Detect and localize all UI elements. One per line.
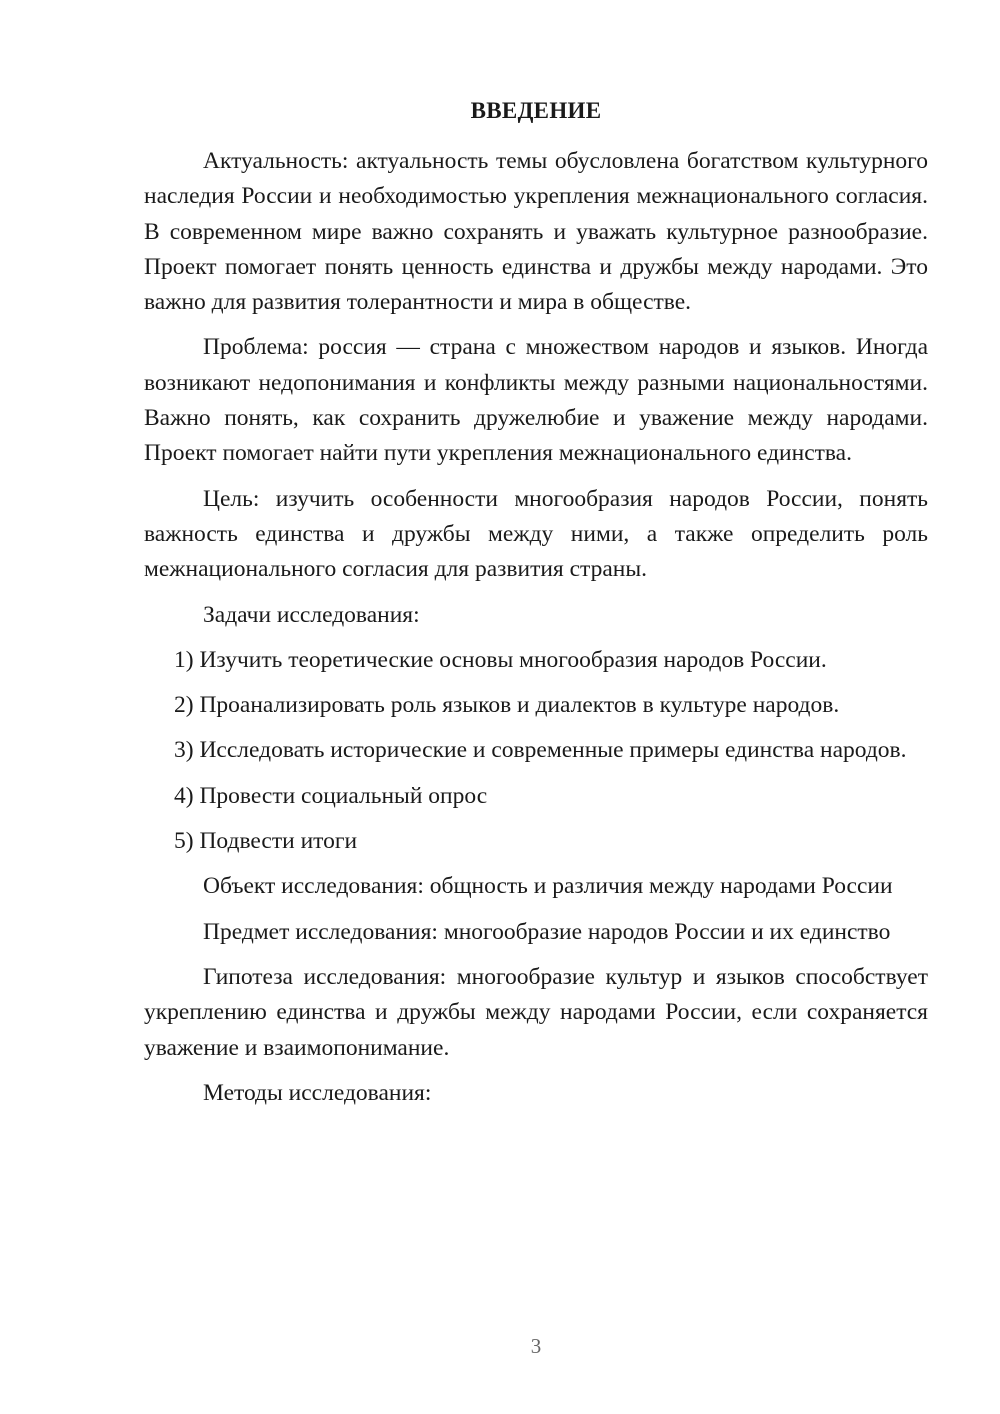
- problem-paragraph: Проблема: россия — страна с множеством народов и языков. Иногда возникают недопонимания и конфликты между разными национальностями. Важно понять, как сохранить дружелюбие и уважение между народами. Проект помогает найти пути укрепления межнационального единства.: [144, 334, 928, 467]
- object-paragraph: Объект исследования: общность и различия между народами России: [203, 873, 893, 900]
- relevance-paragraph: Актуальность: актуальность темы обусловлена богатством культурного наследия России и необходимостью укрепления межнационального согласия. В современном мире важно сохранять и уважать культурное разнообразие. Проект помогает понять ценность единства и дружбы между народами. Это важно для развития толерантности и мира в обществе.: [144, 148, 928, 316]
- task-item: 2) Проанализировать роль языков и диалектов в культуре народов.: [174, 692, 840, 719]
- task-item: 4) Провести социальный опрос: [174, 782, 488, 809]
- task-item: 3) Исследовать исторические и современные примеры единства народов.: [174, 737, 907, 764]
- subject-paragraph: Предмет исследования: многообразие народов России и их единство: [203, 918, 891, 945]
- methods-heading: Методы исследования:: [203, 1079, 432, 1106]
- hypothesis-paragraph: Гипотеза исследования: многообразие культур и языков способствует укреплению единства и дружбы между народами России, если сохраняется уважение и взаимопонимание.: [144, 963, 928, 1061]
- goal-paragraph: Цель: изучить особенности многообразия народов России, понять важность единства и дружбы между ними, а также определить роль межнационального согласия для развития страны.: [144, 485, 928, 583]
- page-title: ВВЕДЕНИЕ: [470, 98, 602, 123]
- task-item: 1) Изучить теоретические основы многообразия народов России.: [174, 646, 827, 673]
- page-content: [144, 96, 928, 1111]
- task-item: 5) Подвести итоги: [174, 828, 358, 855]
- page-number: 3: [530, 1334, 542, 1358]
- tasks-heading: Задачи исследования:: [203, 601, 420, 628]
